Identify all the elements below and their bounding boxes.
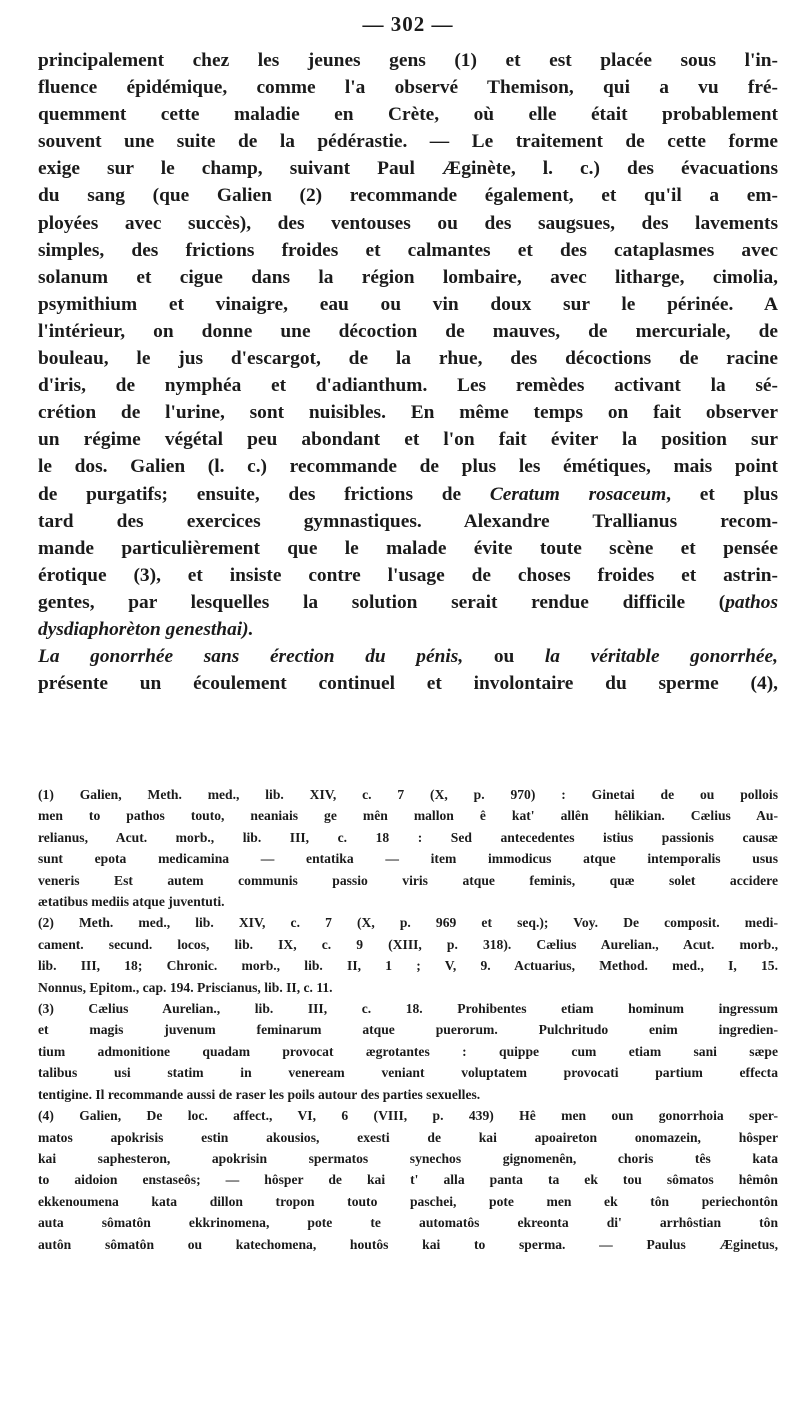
footnote-line: tium admonitione quadam provocat ægrotantes : quippe cum etiam sani sæpe bbox=[38, 1043, 778, 1059]
footnote-line: (3) Cælius Aurelian., lib. III, c. 18. Prohibentes etiam hominum ingressum bbox=[38, 1001, 778, 1017]
text-line: fluence épidémique, comme l'a observé Themison, qui a vu fré- bbox=[38, 77, 778, 99]
footnote-line: talibus usi statim in veneream veniant voluptatem provocati partium effecta bbox=[38, 1065, 778, 1081]
text-segment: , et plus bbox=[666, 483, 779, 505]
text-line: simples, des frictions froides et calmantes et des cataplasmes avec bbox=[38, 239, 778, 261]
text-line-pathos bbox=[38, 589, 778, 616]
footnote-line: lib. III, 18; Chronic. morb., lib. II, 1 ; V, 9. Actuarius, Method. med., I, 15. bbox=[38, 958, 778, 974]
text-segment: gentes, par lesquelles la solution serait rendue difficile ( bbox=[38, 591, 726, 613]
footnote-line: ætatibus mediis atque juventuti. bbox=[38, 894, 225, 910]
gonorrhee-italic-b: la véritable gonorrhée, bbox=[544, 646, 778, 668]
footnote-line: veneris Est autem communis passio viris atque feminis, quæ solet accidere bbox=[38, 872, 778, 888]
footnote-line: autôn sômatôn ou katechomena, houtôs kai to sperma. — Paulus Æginetus, bbox=[38, 1236, 778, 1252]
page-number: — 302 — bbox=[362, 12, 454, 36]
footnote-line: (2) Meth. med., lib. XIV, c. 7 (X, p. 969 et seq.); Voy. De composit. medi- bbox=[38, 915, 778, 931]
ceratum-italic: Ceratum rosaceum bbox=[489, 483, 667, 505]
text-line: mande particulièrement que le malade évite toute scène et pensée bbox=[38, 537, 778, 559]
text-line-ceratum bbox=[38, 481, 778, 508]
footnotes bbox=[38, 784, 778, 1255]
text-line: érotique (3), et insiste contre l'usage de choses froides et astrin- bbox=[38, 564, 778, 586]
text-line: d'iris, de nymphéa et d'adianthum. Les remèdes activant la sé- bbox=[38, 375, 778, 397]
text-segment: ou bbox=[463, 646, 545, 668]
gonorrhee-italic-a: La gonorrhée sans érection du pénis, bbox=[38, 646, 464, 668]
text-line: du sang (que Galien (2) recommande également, et qu'il a em- bbox=[38, 185, 778, 207]
text-line-gonorrhee bbox=[38, 643, 778, 670]
text-line: bouleau, le jus d'escargot, de la rhue, des décoctions de racine bbox=[38, 348, 778, 370]
footnote-line: sunt epota medicamina — entatika — item immodicus atque intemporalis usus bbox=[38, 851, 778, 867]
text-line: l'intérieur, on donne une décoction de mauves, de mercuriale, de bbox=[38, 320, 778, 342]
footnote-line: ekkenoumena kata dillon tropon touto paschei, pote men ek tôn periechontôn bbox=[38, 1193, 778, 1209]
main-text bbox=[38, 47, 778, 697]
footnote-line: tentigine. Il recommande aussi de raser les poils autour des parties sexuelles. bbox=[38, 1086, 481, 1102]
text-line: principalement chez les jeunes gens (1) et est placée sous l'in- bbox=[38, 50, 778, 71]
text-line: tard des exercices gymnastiques. Alexandre Trallianus recom- bbox=[38, 510, 778, 532]
footnote-line: (4) Galien, De loc. affect., VI, 6 (VIII, p. 439) Hê men oun gonorrhoia sper- bbox=[38, 1108, 778, 1124]
footnote-line: matos apokrisis estin akousios, exesti de kai apoaireton onomazein, hôsper bbox=[38, 1129, 778, 1145]
text-line: psymithium et vinaigre, eau ou vin doux sur le périnée. A bbox=[38, 293, 778, 315]
footnote-line: et magis juvenum feminarum atque puerorum. Pulchritudo enim ingredien- bbox=[38, 1022, 778, 1038]
text-segment: de purgatifs; ensuite, des frictions de bbox=[38, 483, 490, 505]
footnote-line: Nonnus, Epitom., cap. 194. Priscianus, lib. II, c. 11. bbox=[38, 979, 333, 995]
text-line: le dos. Galien (l. c.) recommande de plus les émétiques, mais point bbox=[38, 456, 778, 478]
footnote-line: men to pathos touto, neaniais ge mên mallon ê kat' allên hêlikian. Cælius Au- bbox=[38, 808, 778, 824]
footnote-line: kai saphesteron, apokrisin spermatos synechos gignomenên, choris tês kata bbox=[38, 1150, 778, 1166]
text-line: présente un écoulement continuel et involontaire du sperme (4), bbox=[38, 673, 778, 695]
pathos-italic: pathos bbox=[725, 591, 778, 613]
footnote-line: relianus, Acut. morb., lib. III, c. 18 : Sed antecedentes istius passionis causæ bbox=[38, 829, 778, 845]
footnote-line: to aidoion enstaseôs; — hôsper de kai t' alla panta ta ek tou sômatos hêmôn bbox=[38, 1172, 778, 1188]
footnote-line: (1) Galien, Meth. med., lib. XIV, c. 7 (X, p. 970) : Ginetai de ou pollois bbox=[38, 787, 778, 802]
text-line: solanum et cigue dans la région lombaire, avec litharge, cimolia, bbox=[38, 266, 778, 288]
text-line: souvent une suite de la pédérastie. — Le traitement de cette forme bbox=[38, 131, 778, 153]
text-line: exige sur le champ, suivant Paul Æginète, l. c.) des évacuations bbox=[38, 158, 778, 180]
footnote-line: cament. secund. locos, lib. IX, c. 9 (XIII, p. 318). Cælius Aurelian., Acut. morb., bbox=[38, 936, 778, 952]
text-line: un régime végétal peu abondant et l'on fait éviter la position sur bbox=[38, 429, 778, 451]
text-line-pathos-cont bbox=[38, 616, 778, 643]
text-line: crétion de l'urine, sont nuisibles. En même temps on fait observer bbox=[38, 402, 778, 424]
text-line: ployées avec succès), des ventouses ou des saugsues, des lavements bbox=[38, 212, 778, 234]
text-line: quemment cette maladie en Crète, où elle était probablement bbox=[38, 104, 778, 126]
pathos-italic-cont: dysdiaphorèton genesthai). bbox=[38, 618, 254, 640]
footnote-line: auta sômatôn ekkrinomena, pote te automatôs ekreonta di' arrhôstian tôn bbox=[38, 1215, 778, 1231]
